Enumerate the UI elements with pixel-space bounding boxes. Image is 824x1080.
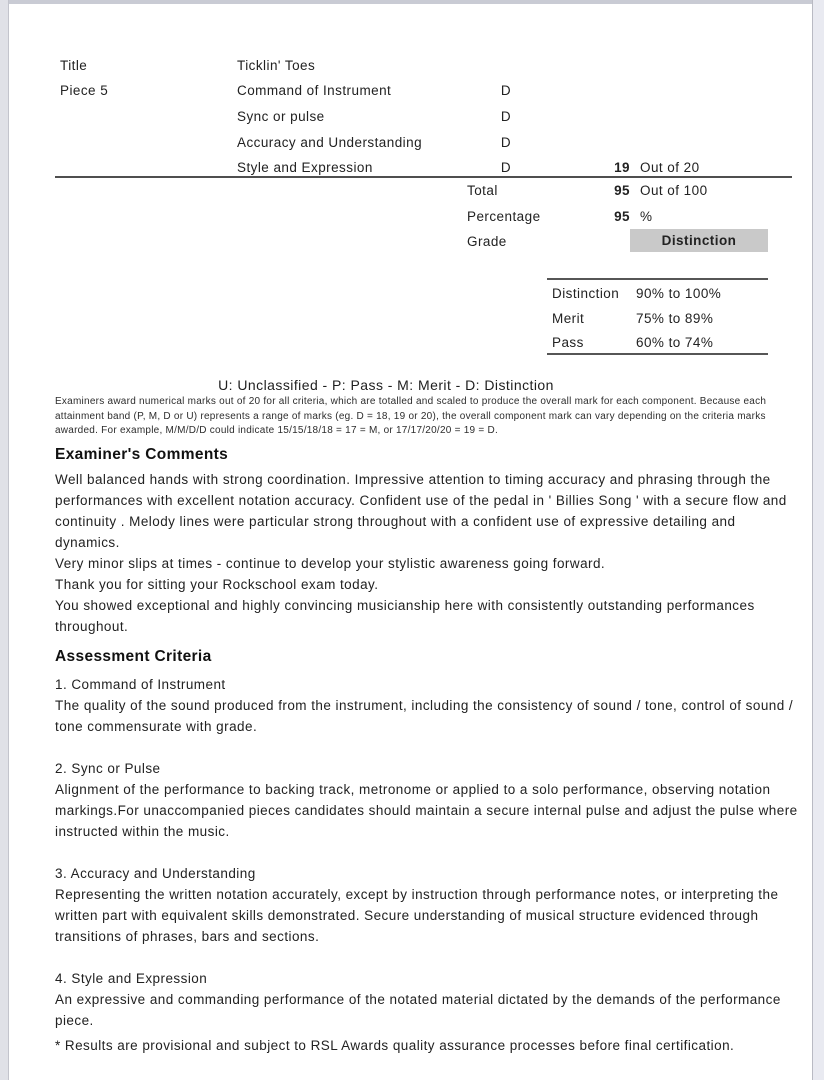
criterion-band: D [500, 160, 512, 175]
comment-paragraph: Very minor slips at times - continue to develop your stylistic awareness going forward. [55, 556, 606, 571]
total-label: Total [467, 183, 498, 198]
criteria-item-title: 4. Style and Expression [55, 971, 208, 986]
bands-rule-top [547, 278, 768, 280]
provisional-footnote: * Results are provisional and subject to RSL Awards quality assurance processes before final certification. [55, 1038, 735, 1053]
divider-rule [55, 176, 792, 178]
assessment-criteria-section [55, 648, 803, 1052]
band-row [0, 285, 812, 302]
criteria-item-description: The quality of the sound produced from the instrument, including the consistency of sound / tone, control of sound / tone commensurate with grade. [55, 698, 794, 734]
piece-mark-value: 19 [614, 160, 630, 175]
table-row [0, 159, 812, 176]
page-edge-right [812, 0, 824, 1080]
table-row [0, 134, 812, 151]
percentage-unit: % [640, 209, 653, 224]
piece-title: Ticklin' Toes [237, 58, 316, 73]
comment-paragraph: You showed exceptional and highly convincing musicianship here with consistently outstanding performances throughout. [55, 598, 755, 634]
criteria-item [55, 968, 803, 1031]
row-label: Title [60, 58, 88, 73]
criterion-name: Accuracy and Understanding [237, 135, 423, 150]
total-value: 95 [614, 183, 630, 198]
assessment-criteria-heading: Assessment Criteria [55, 648, 212, 665]
table-row [0, 82, 812, 99]
criteria-item-title: 1. Command of Instrument [55, 677, 226, 692]
band-row [0, 334, 812, 351]
criterion-band: D [500, 109, 512, 124]
band-name: Pass [552, 335, 584, 350]
row-label: Piece 5 [60, 83, 109, 98]
criteria-item [55, 863, 803, 947]
comment-paragraph: Thank you for sitting your Rockschool exam today. [55, 577, 379, 592]
bands-rule-bottom [547, 353, 768, 355]
grade-badge: Distinction [630, 229, 768, 252]
table-row [0, 108, 812, 125]
band-range: 60% to 74% [636, 335, 714, 350]
band-name: Merit [552, 311, 585, 326]
examiner-comments-heading: Examiner's Comments [55, 446, 229, 463]
percentage-label: Percentage [467, 209, 541, 224]
piece-mark-outof: Out of 20 [640, 160, 700, 175]
criterion-band: D [500, 135, 512, 150]
criteria-item-description: An expressive and commanding performance of the notated material dictated by the demands of the performance piece. [55, 992, 781, 1028]
band-row [0, 310, 812, 327]
criterion-name: Sync or pulse [237, 109, 325, 124]
criteria-item [55, 674, 803, 737]
band-range: 90% to 100% [636, 286, 722, 301]
examiner-comments-body [55, 469, 803, 637]
band-name: Distinction [552, 286, 620, 301]
criteria-item-title: 3. Accuracy and Understanding [55, 866, 256, 881]
criterion-name: Style and Expression [237, 160, 373, 175]
percentage-row [0, 208, 812, 225]
band-range: 75% to 89% [636, 311, 714, 326]
table-row [0, 57, 812, 74]
criteria-item-description: Representing the written notation accurately, except by instruction through performance notes, or interpreting the written part with equivalent skills demonstrated. Secure understanding of musical structure evidenced through transitions of phrases, bars and sections. [55, 887, 779, 944]
total-outof: Out of 100 [640, 183, 708, 198]
criteria-item-description: Alignment of the performance to backing track, metronome or applied to a solo performance, observing notation markings.For unaccompanied pieces candidates should maintain a secure internal pulse and adjust the pulse where instructed within the music. [55, 782, 798, 839]
percentage-value: 95 [614, 209, 630, 224]
bands-legend: U: Unclassified - P: Pass - M: Merit - D: Distinction [218, 377, 554, 393]
comment-paragraph: Well balanced hands with strong coordination. Impressive attention to timing accuracy and phrasing through the performances with excellent notation accuracy. Confident use of the pedal in ' Billies Song ' with a secure flow and continuity . Melody lines were particular strong throughout with a confident use of expressive detailing and dynamics. [55, 472, 787, 550]
criterion-name: Command of Instrument [237, 83, 392, 98]
page-edge-top [0, 0, 824, 4]
criterion-band: D [500, 83, 512, 98]
criteria-item-title: 2. Sync or Pulse [55, 761, 161, 776]
criteria-item [55, 758, 803, 842]
marking-fine-print: Examiners award numerical marks out of 20 for all criteria, which are totalled and scaled to produce the overall mark for each component. Because each attainment band (P, M, D or U) represents a range of marks (eg. D = 18, 19 or 20), the overall component mark can vary depending on the criteria marks awarded. For example, M/M/D/D could indicate 15/15/18/18 = 17 = M, or 17/17/20/20 = 19 = D. [55, 396, 767, 436]
grade-label: Grade [467, 234, 507, 249]
total-row [0, 182, 812, 199]
